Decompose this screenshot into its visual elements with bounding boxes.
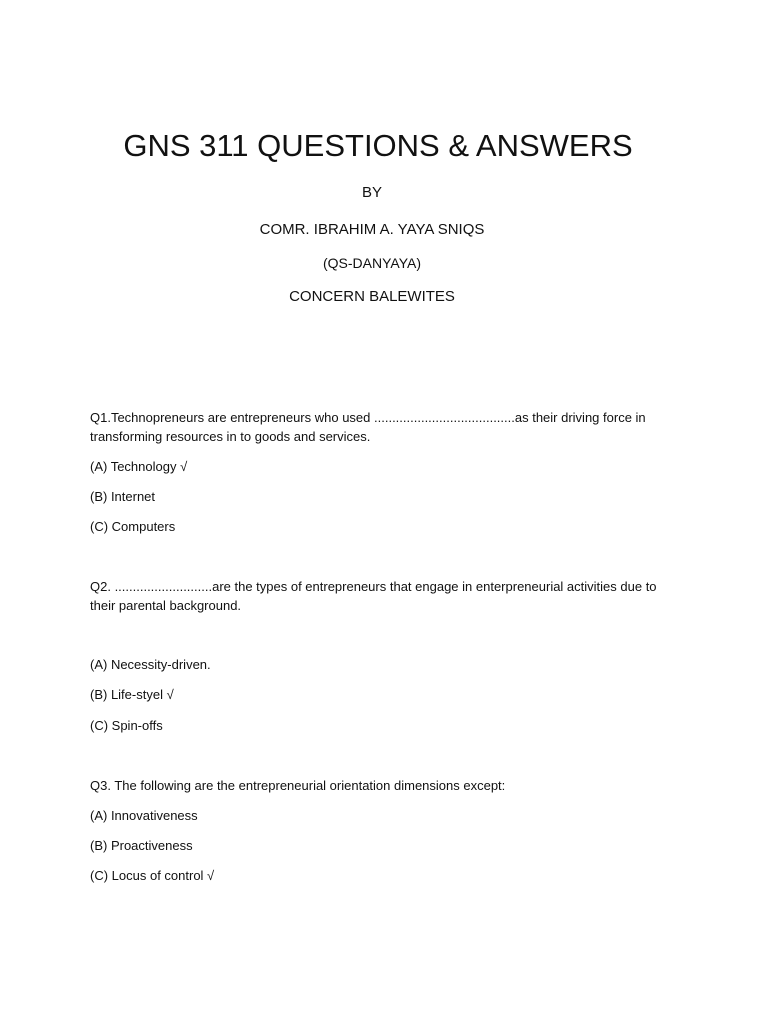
question-2-option-c: (C) Spin-offs [90, 718, 163, 733]
byline: BY [361, 184, 382, 201]
author-name: COMR. IBRAHIM A. YAYA SNIQS [259, 221, 485, 238]
question-1-option-b: (B) Internet [90, 489, 156, 504]
question-3-option-c: (C) Locus of control √ [90, 868, 215, 883]
question-2-option-a: (A) Necessity-driven. [90, 657, 211, 672]
question-1-option-c: (C) Computers [90, 519, 176, 534]
organization: CONCERN BALEWITES [289, 288, 455, 305]
question-2-option-b: (B) Life-styel √ [90, 687, 174, 702]
question-3-option-b: (B) Proactiveness [90, 838, 193, 853]
question-1-text: Q1.Technopreneurs are entrepreneurs who used .......................................as their driving force in transforming resources in to goods and services. [90, 410, 646, 444]
question-2-text: Q2. ...........................are the types of entrepreneurs that engage in enterpreneurial activities due to their parental background. [90, 579, 657, 613]
question-3-option-a: (A) Innovativeness [90, 808, 198, 823]
question-1-option-a: (A) Technology √ [90, 459, 188, 474]
document-title: GNS 311 QUESTIONS & ANSWERS [123, 128, 633, 163]
question-3-text: Q3. The following are the entrepreneurial orientation dimensions except: [90, 778, 506, 793]
author-alias: (QS-DANYAYA) [322, 255, 421, 271]
